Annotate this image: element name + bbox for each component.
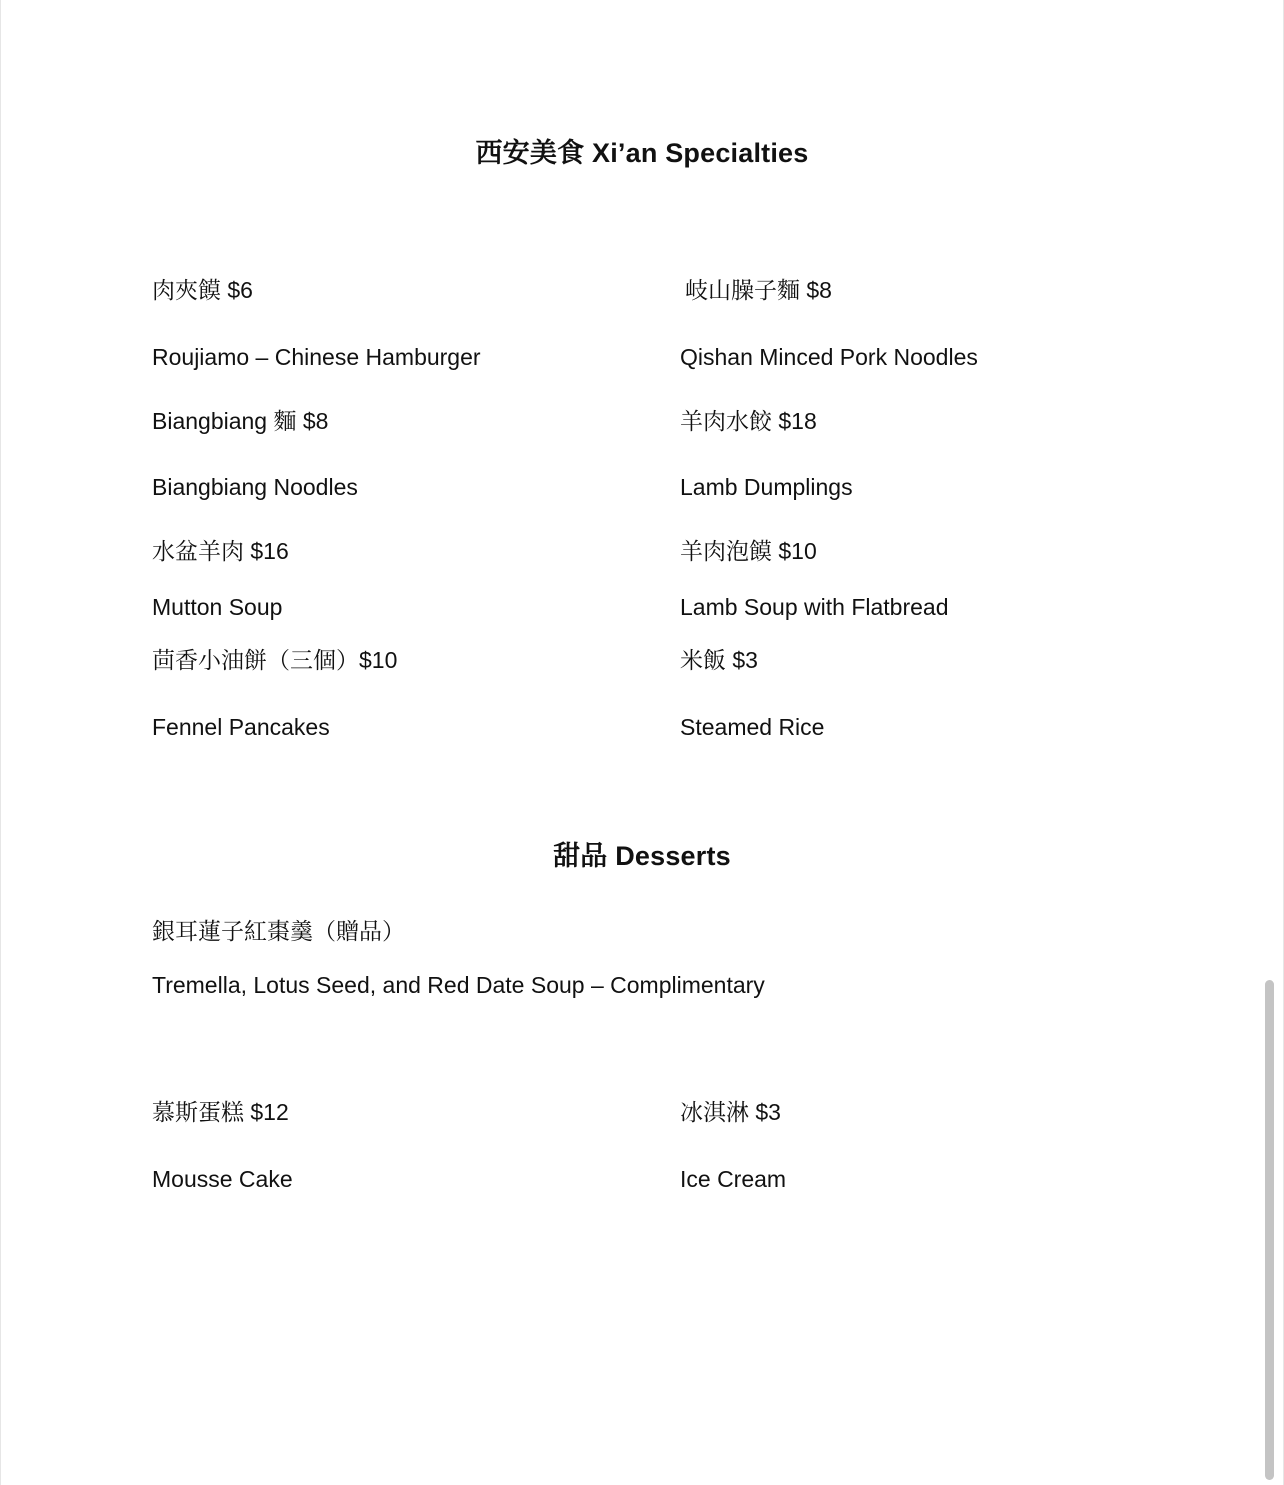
menu-item-lamb-dumplings-en: Lamb Dumplings xyxy=(680,474,853,500)
page-left-edge xyxy=(0,0,1,1485)
dessert-complimentary-zh: 銀耳蓮子紅棗羹（贈品） xyxy=(152,918,405,944)
menu-item-fennel-pancakes-en: Fennel Pancakes xyxy=(152,714,330,740)
menu-item-steamed-rice-zh: 米飯 $3 xyxy=(680,647,758,673)
dessert-ice-cream-en: Ice Cream xyxy=(680,1166,787,1192)
section-title-xian-specialties: 西安美食 Xi’an Specialties xyxy=(475,138,809,168)
menu-item-steamed-rice-en: Steamed Rice xyxy=(680,714,825,740)
menu-item-qishan-noodles-zh: 岐山臊子麵 $8 xyxy=(685,277,832,303)
menu-item-roujiamo-zh: 肉夾饃 $6 xyxy=(152,277,253,303)
menu-item-lamb-soup-flatbread-zh: 羊肉泡饃 $10 xyxy=(680,538,817,564)
menu-item-biangbiang-zh: Biangbiang 麵 $8 xyxy=(152,408,329,434)
menu-item-roujiamo-en: Roujiamo – Chinese Hamburger xyxy=(152,344,481,370)
scrollbar-thumb[interactable] xyxy=(1265,980,1274,1480)
section-title-desserts: 甜品 Desserts xyxy=(553,841,731,871)
menu-item-biangbiang-en: Biangbiang Noodles xyxy=(152,474,358,500)
dessert-ice-cream-zh: 冰淇淋 $3 xyxy=(680,1099,781,1125)
menu-item-mutton-soup-en: Mutton Soup xyxy=(152,594,283,620)
menu-item-lamb-dumplings-zh: 羊肉水餃 $18 xyxy=(680,408,817,434)
menu-item-qishan-noodles-en: Qishan Minced Pork Noodles xyxy=(680,344,978,370)
menu-item-mutton-soup-zh: 水盆羊肉 $16 xyxy=(152,538,289,564)
menu-item-lamb-soup-flatbread-en: Lamb Soup with Flatbread xyxy=(680,594,949,620)
dessert-mousse-cake-en: Mousse Cake xyxy=(152,1166,293,1192)
dessert-complimentary-en: Tremella, Lotus Seed, and Red Date Soup – Complimentary xyxy=(152,972,765,998)
dessert-mousse-cake-zh: 慕斯蛋糕 $12 xyxy=(152,1099,289,1125)
menu-item-fennel-pancakes-zh: 茴香小油餅（三個）$10 xyxy=(152,647,398,673)
